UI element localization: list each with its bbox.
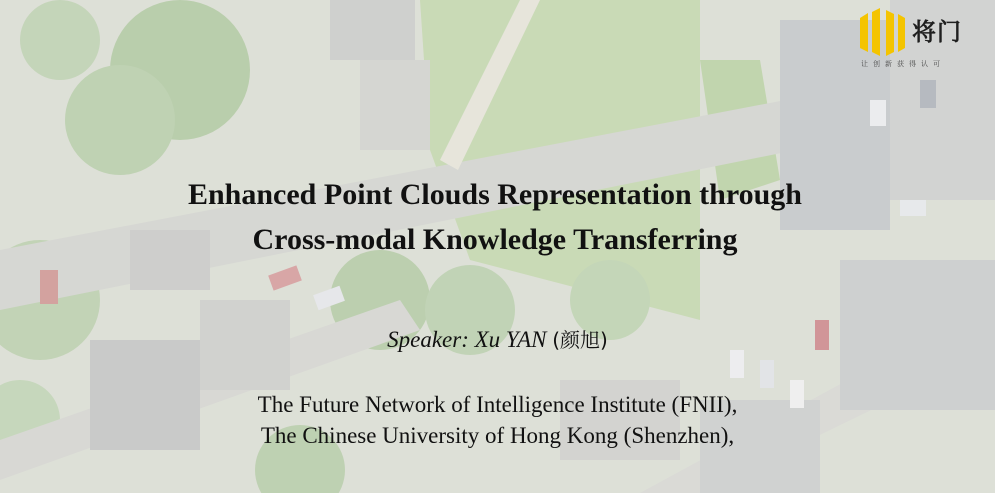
speaker-name: Xu YAN bbox=[474, 327, 547, 352]
speaker-label: Speaker: bbox=[387, 327, 469, 352]
brand-name: 将门 bbox=[912, 18, 962, 46]
speaker-line bbox=[0, 325, 995, 355]
affiliation-line: The Chinese University of Hong Kong (Shenzhen), bbox=[260, 423, 735, 448]
brand-slogan: 让创新获得认可 bbox=[861, 60, 945, 68]
speaker-name-chinese: (颜旭) bbox=[552, 328, 608, 352]
brand-logo bbox=[858, 6, 988, 72]
affiliation-line: The Future Network of Intelligence Institute (FNII), bbox=[257, 392, 738, 417]
slide-title-line-1: Enhanced Point Clouds Representation through bbox=[187, 178, 802, 211]
brand-logo-mark-icon bbox=[858, 8, 908, 56]
slide-title-line-2: Cross-modal Knowledge Transferring bbox=[252, 223, 738, 256]
